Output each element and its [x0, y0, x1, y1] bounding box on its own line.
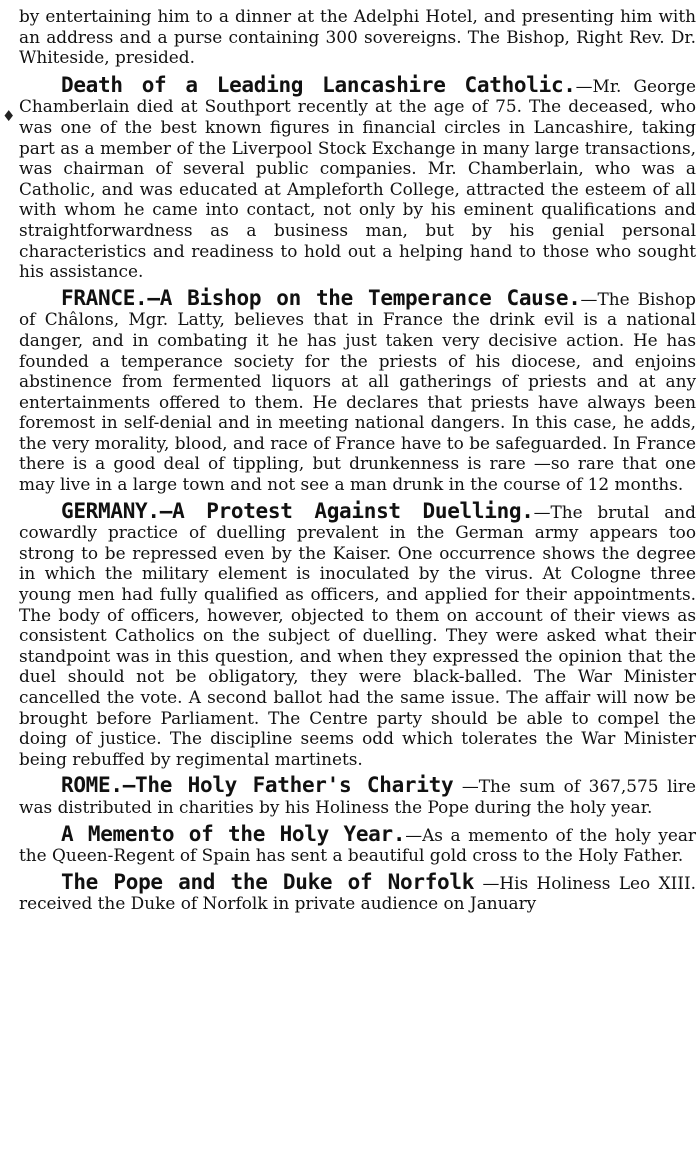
- margin-mark: ♦: [2, 107, 16, 125]
- article-body: —The Bishop of Châlons, Mgr. Latty, believes that in France the drink evil is a national danger, and in combating it he has just taken very decisive action. He has founded a temperance society for the priests of his diocese, and enjoins abstinence from fermented liquors at all gatherings of priests and at any entertainments offered to them. He declares that priests have always been foremost in self-denial and in meeting national dangers. In this case, he adds, the very morality, blood, and race of France have to be safeguarded. In France there is a good deal of tippling, but drunkenness is rare —so rare that one may live in a large town and not see a man drunk in the course of 12 months.: [19, 288, 696, 495]
- article-germany: [19, 498, 696, 770]
- article-heading: ROME.—The Holy Father's Charity: [61, 773, 454, 798]
- article-heading: FRANCE.—A Bishop on the Temperance Cause.: [61, 285, 581, 310]
- article-rome: [19, 775, 696, 817]
- article-chamberlain: [19, 72, 696, 282]
- article-body: —His Holiness Leo XIII. received the Duke of Norfolk in private audience on January: [19, 872, 697, 914]
- article-memento: [19, 821, 696, 866]
- article-norfolk: [19, 869, 697, 914]
- article-body: —The brutal and cowardly practice of duelling prevalent in the German army appears too strong to be repressed even by the Kaiser. One occurrence shows the degree in which the military element is inoculated by the virus. At Cologne three young men had fully qualified as officers, and applied for their appointments. The body of officers, however, objected to them on account of their views as consistent Catholics on the subject of duelling. They were asked what their standpoint was in this question, and when they expressed the opinion that the duel should not be obligatory, they were black-balled. The War Minister cancelled the vote. A second ballot had the same issue. The affair will now be brought before Parliament. The Centre party should be able to compel the doing of justice. The discipline seems odd which tolerates the War Minister being rebuffed by regimental martinets.: [19, 501, 696, 769]
- article-heading: GERMANY.—A Protest Against Duelling.: [61, 498, 534, 523]
- article-body: —The sum of 367,575 lire was distributed in charities by his Holiness the Pope during the holy year.: [19, 776, 696, 817]
- intro-paragraph: by entertaining him to a dinner at the Adelphi Hotel, and presenting him with an address and a purse containing 300 sovereigns. The Bishop, Right Rev. Dr. Whiteside, presided.: [19, 6, 696, 68]
- article-body: —As a memento of the holy year the Queen-Regent of Spain has sent a beautiful gold cross to the Holy Father.: [19, 824, 696, 866]
- article-heading: A Memento of the Holy Year.: [61, 821, 406, 846]
- article-france: [19, 285, 696, 495]
- article-heading: The Pope and the Duke of Norfolk: [61, 869, 475, 894]
- article-heading: Death of a Leading Lancashire Catholic.: [61, 72, 576, 97]
- article-body: —Mr. George Chamberlain died at Southport recently at the age of 75. The deceased, who was one of the best known figures in financial circles in Lancashire, taking part as a member of the Liverpool Stock Exchange in many large transactions, was chairman of several public companies. Mr. Chamberlain, who was a Catholic, and was educated at Ampleforth College, attracted the esteem of all with whom he came into contact, not only by his eminent qualifications and straightforwardness as a business man, but by his genial personal characteristics and readiness to hold out a helping hand to those who sought his assistance.: [19, 75, 696, 282]
